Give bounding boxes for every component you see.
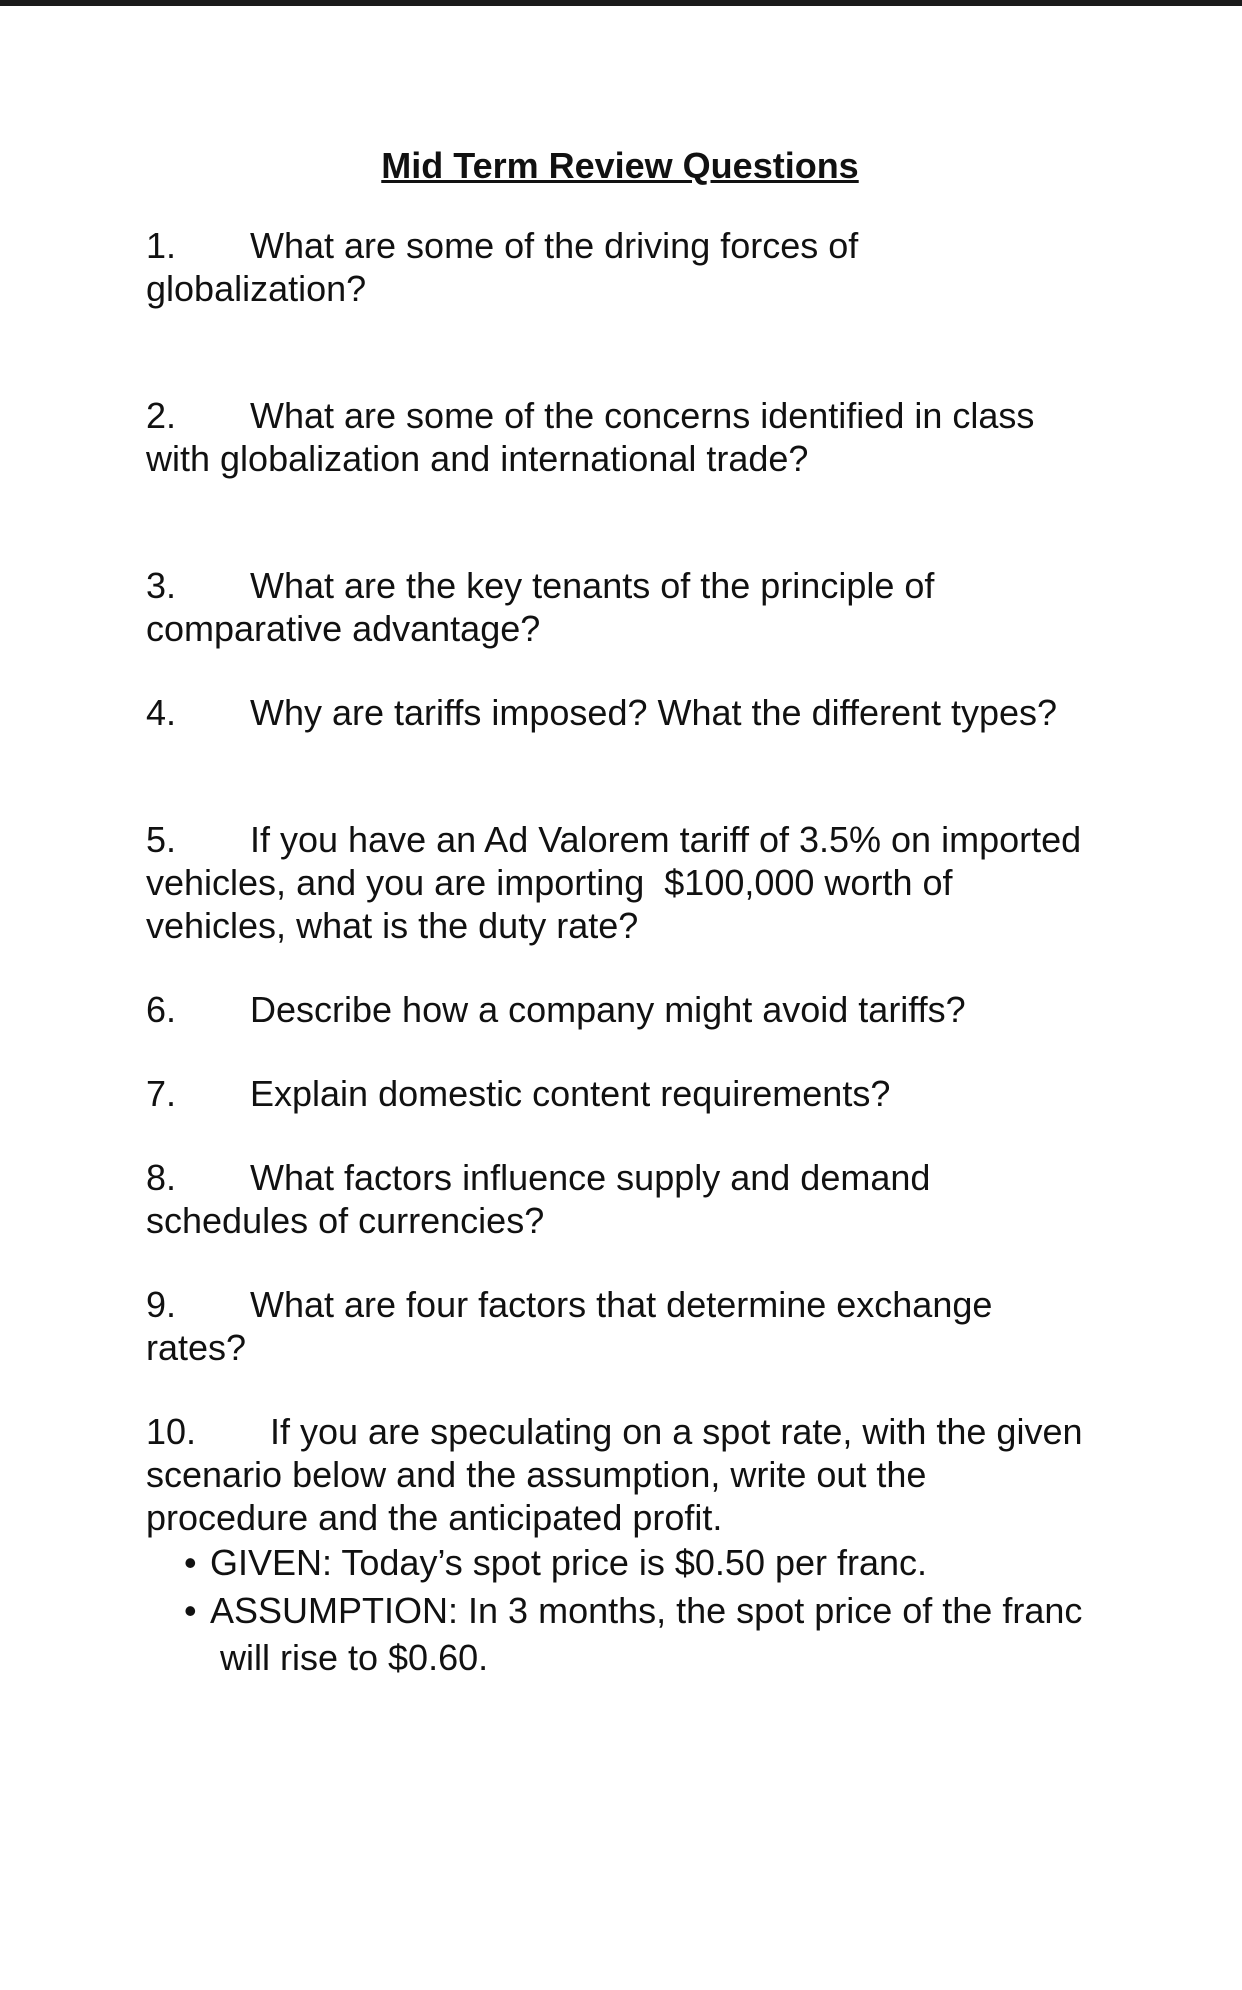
question-8 [146,1156,1106,1242]
question-text-cont: procedure and the anticipated profit. [146,1497,723,1538]
question-5 [146,818,1106,947]
page-title: Mid Term Review Questions [381,145,859,186]
question-number: 8. [146,1157,177,1198]
question-number: 1. [146,225,177,266]
top-border [0,0,1242,6]
question-number: 10. [146,1411,197,1452]
question-2 [146,394,1106,480]
question-text-cont: vehicles, what is the duty rate? [146,905,639,946]
question-text-cont: comparative advantage? [146,608,541,649]
bullet-text: GIVEN: Today’s spot price is $0.50 per franc. [210,1542,928,1583]
question-text-cont: with globalization and international trade? [146,438,809,479]
question-text: Describe how a company might avoid tariffs? [250,989,966,1030]
question-text: What are the key tenants of the principle of [250,565,935,606]
question-1 [146,224,1106,310]
document-body [146,140,1106,1681]
question-text: If you are speculating on a spot rate, with the given [270,1411,1083,1452]
question-number: 3. [146,565,177,606]
question-text-cont: vehicles, and you are importing $100,000 worth of [146,862,953,903]
question-text: What are some of the driving forces of [250,225,859,266]
question-text: What are some of the concerns identified in class [250,395,1035,436]
question-10 [146,1410,1106,1539]
list-item [184,1539,1106,1587]
question-text: Why are tariffs imposed? What the different types? [250,692,1058,733]
bullet-text: ASSUMPTION: In 3 months, the spot price of the franc [210,1590,1083,1631]
question-7 [146,1072,1106,1115]
question-text: Explain domestic content requirements? [250,1073,891,1114]
question-text: What are four factors that determine exchange [250,1284,993,1325]
question-number: 4. [146,692,177,733]
question-text: If you have an Ad Valorem tariff of 3.5% on imported [250,819,1082,860]
question-text: What factors influence supply and demand [250,1157,931,1198]
question-number: 5. [146,819,177,860]
question-number: 2. [146,395,177,436]
question-text-cont: schedules of currencies? [146,1200,545,1241]
question-text-cont: rates? [146,1327,247,1368]
question-text-cont: globalization? [146,268,367,309]
list-item [184,1587,1106,1681]
question-number: 9. [146,1284,177,1325]
question-number: 6. [146,989,177,1030]
question-3 [146,564,1106,650]
question-number: 7. [146,1073,177,1114]
question-4 [146,691,1106,734]
bullet-text-cont: will rise to $0.60. [220,1637,489,1678]
question-9 [146,1283,1106,1369]
question-6 [146,988,1106,1031]
scenario-bullets [146,1539,1106,1681]
question-text-cont: scenario below and the assumption, write out the [146,1454,927,1495]
